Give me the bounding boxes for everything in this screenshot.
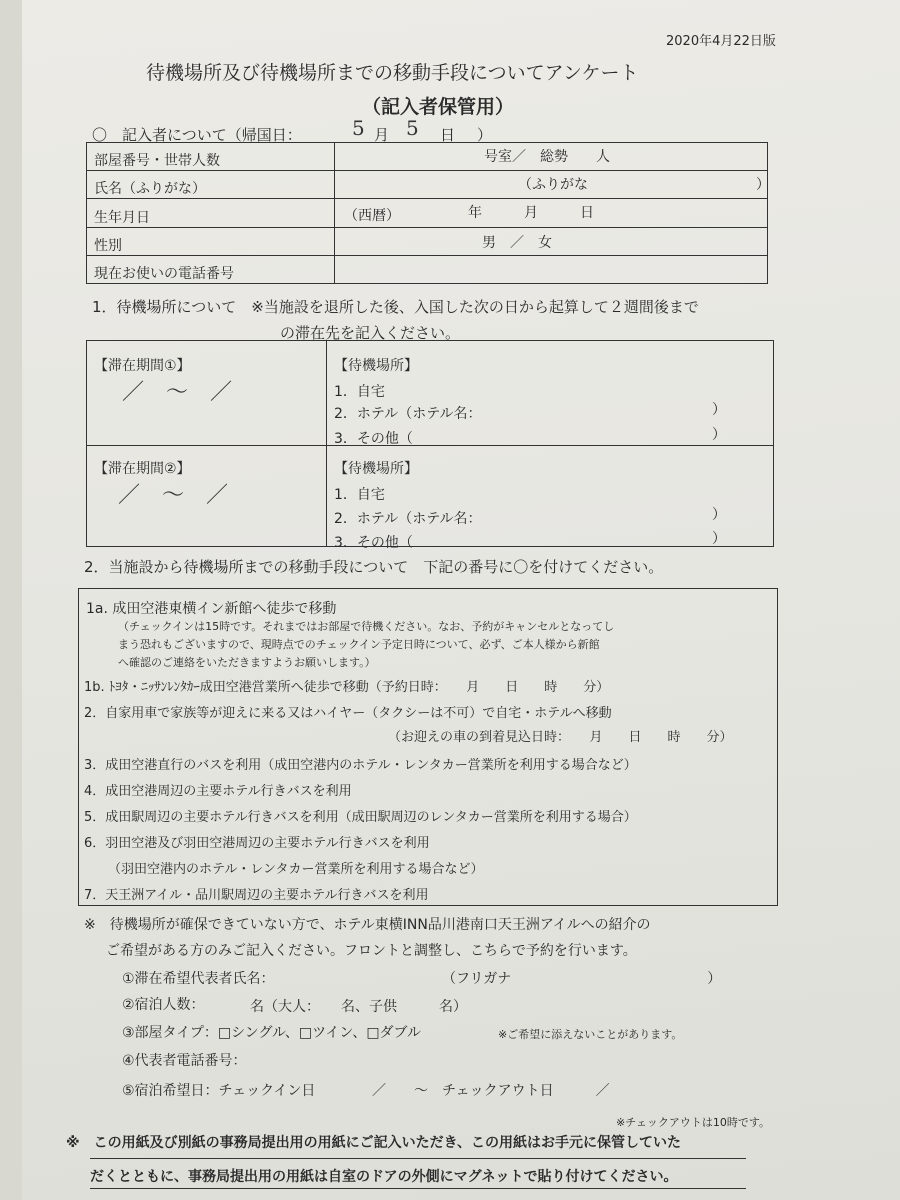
page-title: 待機場所及び待機場所までの移動手段についてアンケート [146, 62, 639, 84]
standby-heading: 1．待機場所について ※当施設を退所した後、入国した次の日から起算して２週間後まで [92, 298, 699, 316]
transport-1a-note-2: まう恐れもございますので、現時点でのチェックイン予定日時について、必ず、ご本人様から新館 [118, 638, 600, 651]
transport-1a-note-3: へ確認のご連絡をいただきますようお願いします。） [118, 656, 376, 669]
return-month-handwritten: 5 [352, 116, 365, 140]
period-1-label: 【滞在期間①】 [94, 358, 191, 374]
representative-phone-label: ④代表者電話番号： [122, 1053, 247, 1069]
hotel-referral-note-2: ご希望がある方のみご記入ください。フロントと調整し、こちらで予約を行います。 [106, 943, 637, 959]
transport-option-3[interactable]: 3．成田空港直行のバスを利用（成田空港内のホテル・レンタカー営業所を利用する場合など） [84, 758, 637, 773]
birthdate-era: （西暦） [344, 208, 400, 224]
writer-heading: 〇 記入者について（帰国日： [92, 126, 302, 144]
place-2-option-home[interactable]: 1．自宅 [334, 487, 385, 503]
place-1-option-other[interactable]: 3．その他（ [334, 431, 413, 447]
place-2-hotel-close: ） [712, 507, 726, 523]
place-1-other-close: ） [712, 427, 726, 443]
transport-heading: 2．当施設から待機場所までの移動手段について 下記の番号に〇を付けてください。 [84, 558, 664, 576]
period-2-value[interactable]: ／ ～ ／ [118, 483, 229, 508]
hotel-referral-note-1: ※ 待機場所が確保できていない方で、ホテル東横INN品川港南口天王洲アイルへの紹介の [84, 917, 651, 933]
phone-label: 現在お使いの電話番号 [94, 266, 234, 282]
transport-option-7[interactable]: 7．天王洲アイル・品川駅周辺の主要ホテル行きバスを利用 [84, 888, 429, 903]
place-2-option-hotel[interactable]: 2．ホテル（ホテル名： [334, 511, 482, 527]
transport-option-1b[interactable]: 1b. ﾄﾖﾀ・ﾆｯｻﾝﾚﾝﾀｶｰ成田空港営業所へ徒歩で移動（予約日時： 月 日 時 分） [84, 680, 610, 695]
transport-option-2[interactable]: 2．自家用車で家族等が迎えに来る又はハイヤー（タクシーは不可）で自宅・ホテルへ移動 [84, 706, 612, 721]
place-1-hotel-close: ） [712, 402, 726, 418]
footer-note-line-2: だくとともに、事務局提出用の用紙は自室のドアの外側にマグネットで貼り付けてください。 [90, 1169, 678, 1185]
return-close-paren: ） [477, 126, 493, 144]
transport-option-6-note: （羽田空港内のホテル・レンタカー営業所を利用する場合など） [108, 862, 484, 877]
page-subtitle: （記入者保管用） [362, 96, 515, 118]
return-month-label: 月 [374, 126, 390, 144]
name-field[interactable]: （ふりがな ） [518, 177, 770, 193]
checkout-time-note: ※チェックアウトは10時です。 [616, 1116, 771, 1129]
room-number-field[interactable]: 号室／ 総勢 人 [484, 149, 610, 165]
room-type-note: ※ご希望に添えないことがあります。 [498, 1028, 683, 1041]
room-type-options[interactable]: ③部屋タイプ：□シングル、□ツイン、□ダブル [122, 1025, 421, 1041]
questionnaire-paper [22, 0, 900, 1200]
guest-count-label: ②宿泊人数： [122, 997, 205, 1013]
place-2-label: 【待機場所】 [334, 461, 418, 477]
representative-name-label: ①滞在希望代表者氏名： [122, 971, 275, 987]
transport-option-6[interactable]: 6．羽田空港及び羽田空港周辺の主要ホテル行きバスを利用 [84, 836, 430, 851]
guest-count-field[interactable]: 名（大人： 名、子供 名） [250, 999, 467, 1015]
standby-subheading: の滞在先を記入ください。 [280, 324, 461, 342]
place-2-other-close: ） [712, 531, 726, 547]
transport-1a-note-1: （チェックインは15時です。それまではお部屋で待機ください。なお、予約がキャンセルとなってし [118, 620, 615, 633]
transport-option-5[interactable]: 5．成田駅周辺の主要ホテル行きバスを利用（成田駅周辺のレンタカー営業所を利用する場合） [84, 810, 637, 825]
transport-option-4[interactable]: 4．成田空港周辺の主要ホテル行きバスを利用 [84, 784, 352, 799]
period-2-label: 【滞在期間②】 [94, 461, 191, 477]
return-day-label: 日 [440, 126, 456, 144]
return-day-handwritten: 5 [406, 116, 419, 140]
gender-field[interactable]: 男 ／ 女 [482, 235, 552, 251]
place-1-option-home[interactable]: 1．自宅 [334, 384, 385, 400]
transport-option-2-pickup: （お迎えの車の到着見込日時： 月 日 時 分） [388, 730, 733, 745]
stay-dates-field[interactable]: ／ ～ チェックアウト日 ／ [372, 1083, 610, 1099]
transport-option-1a[interactable]: 1a. 成田空港東横イン新館へ徒歩で移動 [86, 601, 337, 617]
gender-label: 性別 [94, 238, 122, 254]
place-1-option-hotel[interactable]: 2．ホテル（ホテル名： [334, 406, 482, 422]
name-label: 氏名（ふりがな） [94, 181, 206, 197]
stay-dates-label: ⑤宿泊希望日：チェックイン日 [122, 1083, 316, 1099]
birthdate-field[interactable]: 年 月 日 [468, 205, 594, 221]
representative-name-field[interactable]: （フリガナ ） [442, 971, 722, 987]
version-date: 2020年4月22日版 [666, 34, 776, 49]
place-2-option-other[interactable]: 3．その他（ [334, 535, 413, 551]
period-1-value[interactable]: ／ ～ ／ [122, 380, 233, 405]
room-number-label: 部屋番号・世帯人数 [94, 153, 220, 169]
place-1-label: 【待機場所】 [334, 358, 418, 374]
footer-note-line-1: ※ この用紙及び別紙の事務局提出用の用紙にご記入いただき、この用紙はお手元に保管していた [66, 1135, 682, 1151]
birthdate-label: 生年月日 [94, 210, 150, 226]
